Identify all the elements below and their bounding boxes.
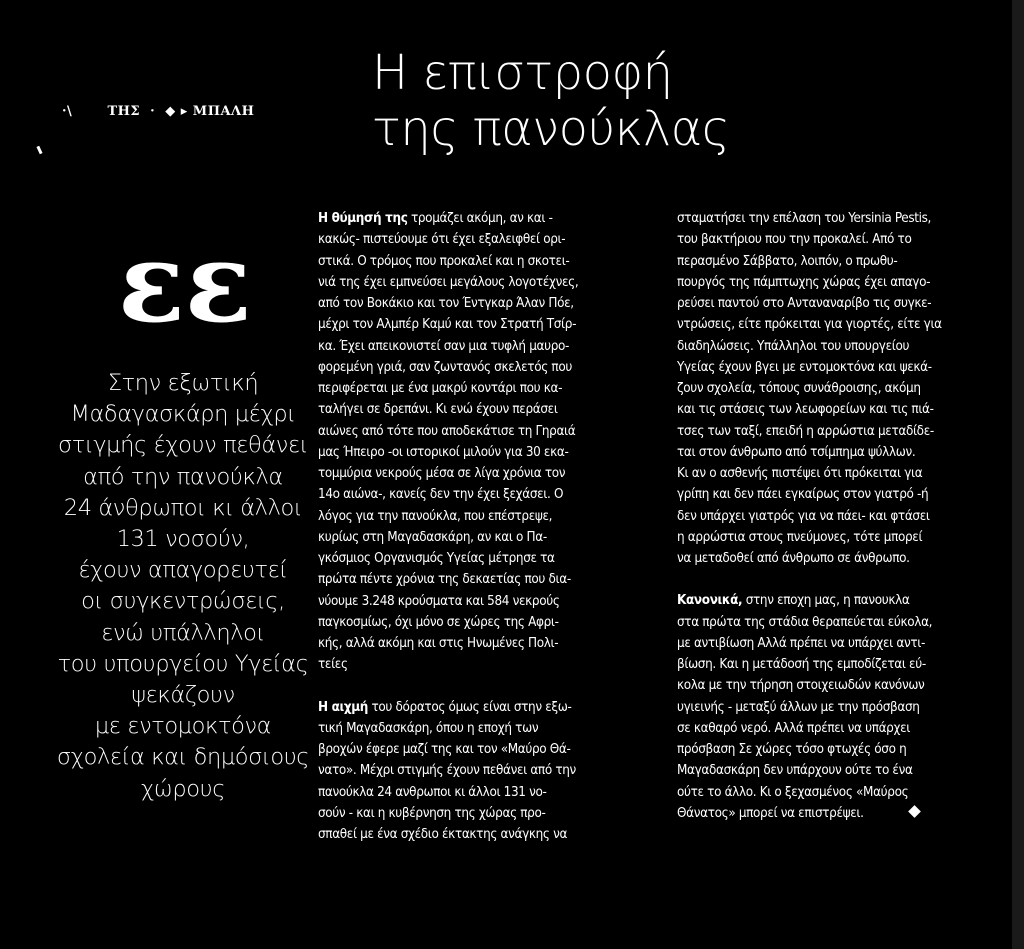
text-column-1 xyxy=(318,208,636,845)
text-column-2 xyxy=(677,208,977,824)
text-line: περιφέρεται με ένα μακρύ κοντάρι που κα- xyxy=(318,381,563,396)
text-line: στικά. Ο τρόμος που προκαλεί και η σκοτει- xyxy=(318,253,570,269)
text-line: σούν - και η κυβέρνηση της χώρας προ- xyxy=(318,805,546,821)
text-line: κολα με την τήρηση στοιχειωδών κανόνων xyxy=(677,678,925,694)
text-line: σταματήσει την επέλαση του Yersinia Pestis, xyxy=(677,211,932,226)
text-line: διαδηλώσεις. Υπάλληλοι του υπουργείου xyxy=(677,338,910,354)
lead-words: Η θύμησή της xyxy=(318,211,408,226)
text-line: περασμένο Σάββατο, λοιπόν, ο πρωθυ- xyxy=(677,253,898,269)
text-line: τομμύρια νεκρούς μέσα σε λίγα χρόνια τον xyxy=(318,466,566,481)
pull-quote-line: με εντομοκτόνα xyxy=(94,713,272,740)
text-line: βροχών έφερε μαζί της και τον «Μαύρο Θά- xyxy=(318,742,571,757)
final-line xyxy=(677,803,977,824)
pull-quote-line: Μαδαγασκάρη μέχρι xyxy=(70,401,296,428)
pull-quote-line: έχουν απαγορευτεί xyxy=(78,557,288,584)
text-line: νατο». Μέχρι στιγμής έχουν πεθάνει από την xyxy=(318,763,576,779)
pull-quote-line: οι συγκεντρώσεις, xyxy=(81,588,285,615)
lead-words: Κανονικά, xyxy=(677,593,743,609)
paragraph-1 xyxy=(318,229,636,675)
print-mark xyxy=(36,146,42,155)
text-line: πανούκλα 24 ανθρωποι κι άλλοι 131 νο- xyxy=(318,784,547,800)
text-line: 14ο αιώνα-, κανείς δεν την έχει ξεχάσει. Ο xyxy=(318,487,564,503)
text-line: νύουμε 3.248 κρούσματα και 584 νεκρούς xyxy=(318,593,560,609)
line-text: του δόρατος όμως είναι στην εξω- xyxy=(368,699,572,715)
byline: ·\ ΤΗΣ · ◆ ▸ ΜΠΑΛΗ xyxy=(62,104,255,119)
pull-quote-line: του υπουργείου Υγείας xyxy=(57,650,309,677)
article-title xyxy=(372,45,822,157)
text-line: μέχρι τον Αλμπέρ Καμύ και τον Στρατή Τσίρ- xyxy=(318,317,577,333)
text-line: λόγος για την πανούκλα, που επέστρεψε, xyxy=(318,508,553,524)
text-line: στα πρώτα της στάδια θεραπεύεται εύκολα, xyxy=(677,614,933,630)
text-line: από τον Βοκάκιο και τον Έντγκαρ Άλαν Πόε, xyxy=(318,296,574,311)
text-line: δεν υπάρχει γιατρός για να πάει- και φτάσει xyxy=(677,508,930,524)
line-text: στην εποχη μας, η πανουκλα xyxy=(742,593,910,609)
text-line: τείες xyxy=(318,657,348,673)
text-line: γκόσμιος Οργανισμός Υγείας μέτρησε τα xyxy=(318,551,555,566)
text-line: Κι αν ο ασθενής πιστέψει ότι πρόκειται για xyxy=(677,466,923,481)
text-line: αιώνες από τότε που αποδεκάτισε τη Γηραιά xyxy=(318,423,576,439)
text-line: σπαθεί με ένα σχέδιο έκτακτης ανάγκης να xyxy=(318,827,568,842)
paragraph-gap xyxy=(318,676,636,697)
pull-quote-line: 131 νοσούν, xyxy=(116,526,250,553)
paragraph-2-first-line xyxy=(318,697,636,718)
text-line: Μαγαδασκάρη δεν υπάρχουν ούτε το ένα xyxy=(677,763,913,779)
text-line: τσες των ταξί, επειδή η αρρώστια μεταδίδε- xyxy=(677,423,934,439)
text-line: ταλήγει σε δρεπάνι. Κι ενώ έχουν περάσει xyxy=(318,402,558,418)
text-line: ζουν σχολεία, τόπους συνάθροισης, ακόμη xyxy=(677,381,921,396)
pull-quote-line: χώρους xyxy=(140,775,226,802)
text-line: κυρίως στη Μαγαδασκάρη, αν και ο Πα- xyxy=(318,529,547,545)
text-line: βίωση. Και η μετάδοσή της εμποδίζεται εύ- xyxy=(677,657,926,672)
text-line: παγκοσμίως, όχι μόνο σε χώρες της Αφρι- xyxy=(318,614,559,630)
paragraph-2 xyxy=(318,718,636,846)
paragraph-4 xyxy=(677,612,977,803)
paragraph-4-first-line xyxy=(677,590,977,611)
text-line: πρόσβαση Σε χώρες τόσο φτωχές όσο η xyxy=(677,742,907,757)
text-line: ρεύσει παντού στο Ανταναναρίβο τις συγκε- xyxy=(677,296,932,311)
text-line: του βακτήριου που την προκαλεί. Από το xyxy=(677,232,912,248)
text-line: νιά της έχει εμπνεύσει μεγάλους λογοτέχνες, xyxy=(318,274,579,290)
page-edge xyxy=(1012,0,1024,949)
text-line: υγιεινής - μεταξύ άλλων με την πρόσβαση xyxy=(677,699,920,715)
text-line: τική Μαγαδασκάρη, όπου η εποχή των xyxy=(318,720,539,736)
pull-quote-line: Στην εξωτική xyxy=(107,370,259,396)
pull-quote-line: 24 άνθρωποι κι άλλοι xyxy=(63,494,303,521)
pull-quote-line: σχολεία και δημόσιους xyxy=(56,744,310,771)
title-line-2: της πανούκλας xyxy=(372,101,730,157)
pull-quote-line: από την πανούκλα xyxy=(83,463,283,490)
text-line: με αντιβίωση Αλλά πρέπει να υπάρχει αντι- xyxy=(677,635,925,651)
title-line-1: Η επιστροφή xyxy=(372,45,673,101)
pull-quote-line: ψεκάζουν xyxy=(131,682,235,709)
paragraph-3 xyxy=(677,208,977,569)
text-line: κής, αλλά ακόμη και στις Ηνωμένες Πολι- xyxy=(318,636,559,651)
lead-words: Η αιχμή xyxy=(318,699,369,715)
line-text: Θάνατος» μπορεί να επιστρέψει. xyxy=(677,805,864,821)
text-line: μας Ήπειρο -οι ιστορικοί μιλούν για 30 εκα- xyxy=(318,444,569,460)
text-line: γρίπη και δεν πάει εγκαίρως στον γιατρό -ή xyxy=(677,487,929,503)
text-line: η αρρώστια στους πνεύμονες, τότε μπορεί xyxy=(677,529,923,545)
text-line: πουργός της πάμπτωχης χώρας έχει απαγο- xyxy=(677,274,931,290)
pull-quote xyxy=(30,368,336,805)
text-line: ούτε το άλλο. Κι ο ξεχασμένος «Μαύρος xyxy=(677,784,909,800)
paragraph-1-first-line xyxy=(318,208,636,229)
text-line: φορεμένη γριά, σαν ζωντανός σκελετός που xyxy=(318,359,572,375)
text-line: κα. Έχει απεικονιστεί σαν μια τυφλή μαυρο- xyxy=(318,338,570,354)
text-line: πρώτα πέντε χρόνια της δεκαετίας που δια- xyxy=(318,572,571,588)
text-line: Υγείας έχουν βγει με εντομοκτόνα και ψεκά- xyxy=(677,359,932,375)
pull-quote-line: στιγμής έχουν πεθάνει xyxy=(57,432,309,459)
end-of-article-icon xyxy=(908,805,921,818)
text-line: σε καθαρό νερό. Αλλά πρέπει να υπάρχει xyxy=(677,720,910,736)
text-line: να μεταδοθεί από άνθρωπο σε άνθρωπο. xyxy=(677,551,910,566)
text-line: κακώς- πιστεύουμε ότι έχει εξαλειφθεί ορι- xyxy=(318,232,566,248)
text-line: ται στον άνθρωπο από τσίμπημα ψύλλων. xyxy=(677,444,916,460)
pull-quote-line: ενώ υπάλληλοι xyxy=(101,619,265,646)
quote-mark-icon: ɛɛ xyxy=(118,218,252,347)
text-line: ντρώσεις, είτε πρόκειται για γιορτές, είτε για xyxy=(677,317,942,333)
line-text: τρομάζει ακόμη, αν και - xyxy=(407,211,553,226)
text-line: και τις στάσεις των λεωφορείων και τις πιά- xyxy=(677,402,934,418)
paragraph-gap xyxy=(677,569,977,590)
